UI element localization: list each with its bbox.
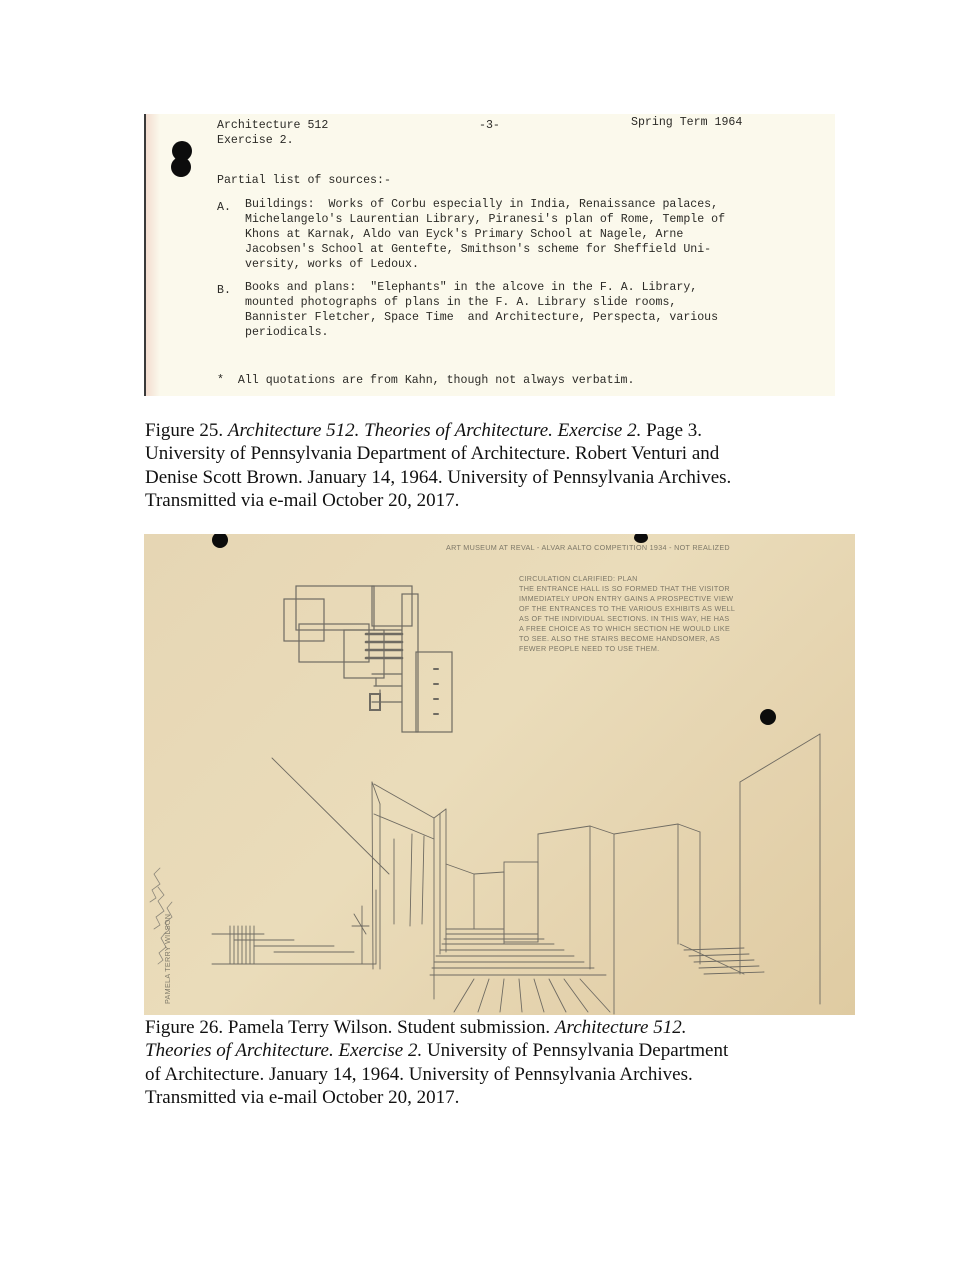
sketch-note-line: TO SEE. ALSO THE STAIRS BECOME HANDSOMER, AS (519, 634, 720, 643)
sketch-annotations (144, 534, 855, 1015)
sketch-title: ART MUSEUM AT REVAL - ALVAR AALTO COMPETITION 1934 - NOT REALIZED (446, 543, 730, 552)
exercise-label: Exercise 2. (217, 134, 294, 147)
item-b-line: Books and plans: "Elephants" in the alcove in the F. A. Library, (245, 281, 698, 294)
item-b-marker: B. (217, 284, 231, 297)
caption-text: Figure 26. Pamela Terry Wilson. Student submission. (145, 1017, 555, 1038)
caption-line: of Architecture. January 14, 1964. University of Pennsylvania Archives. (145, 1063, 693, 1085)
page-edge-tint (146, 114, 160, 396)
punch-hole (171, 157, 191, 177)
caption-text: Figure 25. (145, 420, 228, 441)
item-a-line: versity, works of Ledoux. (245, 258, 419, 271)
figure-25-typed-page (144, 114, 835, 396)
item-b-line: Bannister Fletcher, Space Time and Architecture, Perspecta, various (245, 311, 719, 324)
sketch-note-line: A FREE CHOICE AS TO WHICH SECTION HE WOULD LIKE (519, 624, 731, 633)
margin-note: PAMELA TERRY WILSON (163, 913, 172, 1004)
caption-line: Transmitted via e-mail October 20, 2017. (145, 1087, 460, 1109)
caption-line: University of Pennsylvania Department of Architecture. Robert Venturi and (145, 443, 720, 465)
item-a-line: Michelangelo's Laurentian Library, Piranesi's plan of Rome, Temple of (245, 213, 726, 226)
figure-26-drawing (144, 534, 855, 1015)
sources-intro: Partial list of sources:- (217, 174, 391, 187)
sketch-note-line: IMMEDIATELY UPON ENTRY GAINS A PROSPECTIVE VIEW (519, 594, 734, 603)
caption-italic: Architecture 512. (554, 1017, 687, 1038)
sketch-note-line: OF THE ENTRANCES TO THE VARIOUS EXHIBITS AS WELL (519, 604, 736, 613)
term-label: Spring Term 1964 (631, 116, 743, 129)
caption-line (145, 1039, 845, 1062)
item-a-line: Khons at Karnak, Aldo van Eyck's Primary School at Nagele, Arne (245, 228, 684, 241)
item-a-line: Jacobsen's School at Gentefte, Smithson's scheme for Sheffield Uni- (245, 243, 712, 256)
sketch-note-line: THE ENTRANCE HALL IS SO FORMED THAT THE VISITOR (519, 584, 730, 593)
caption-text: Page 3. (641, 420, 703, 441)
figure-25-caption (145, 419, 845, 513)
caption-italic: Architecture 512. Theories of Architecture. Exercise 2. (227, 420, 642, 441)
course-title: Architecture 512 (217, 119, 329, 132)
sketch-note-line: FEWER PEOPLE NEED TO USE THEM. (519, 644, 660, 653)
caption-line (145, 1016, 845, 1039)
caption-line: Denise Scott Brown. January 14, 1964. University of Pennsylvania Archives. (145, 466, 732, 488)
figure-26-caption (145, 1016, 845, 1110)
caption-line (145, 419, 845, 442)
item-a-line: Buildings: Works of Corbu especially in India, Renaissance palaces, (245, 198, 719, 211)
footnote: * All quotations are from Kahn, though not always verbatim. (217, 374, 635, 387)
item-b-line: periodicals. (245, 326, 329, 339)
page-number: -3- (479, 119, 500, 132)
item-a-marker: A. (217, 201, 231, 214)
sketch-note-line: AS OF THE INDIVIDUAL SECTIONS. IN THIS WAY, HE HAS (519, 614, 730, 623)
caption-text: University of Pennsylvania Department (422, 1040, 729, 1062)
item-b-line: mounted photographs of plans in the F. A. Library slide rooms, (245, 296, 677, 309)
caption-italic: Theories of Architecture. Exercise 2. (145, 1040, 423, 1062)
sketch-note-line: CIRCULATION CLARIFIED: PLAN (519, 574, 638, 583)
caption-line: Transmitted via e-mail October 20, 2017. (145, 490, 460, 512)
